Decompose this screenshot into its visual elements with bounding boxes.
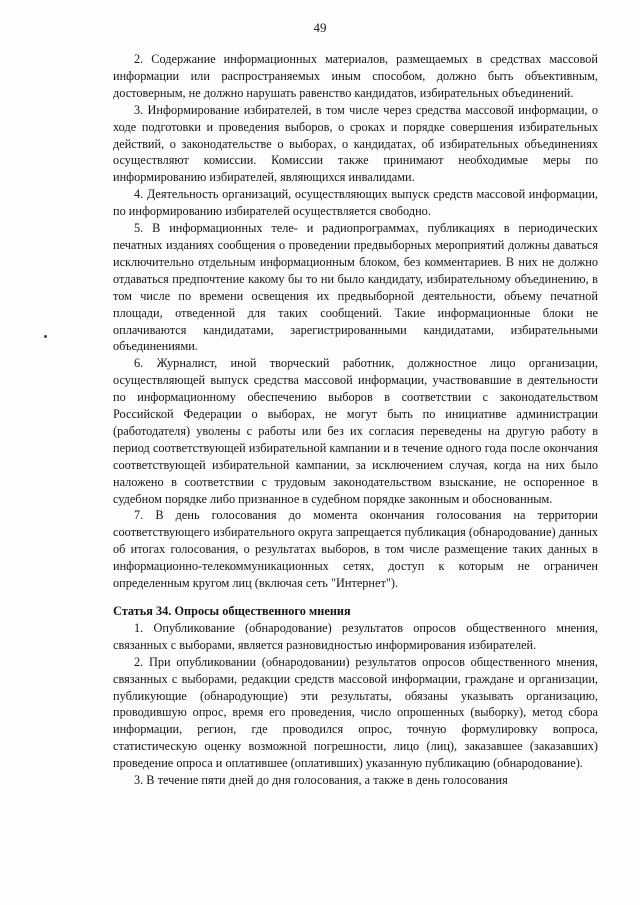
article-heading: Статья 34. Опросы общественного мнения xyxy=(113,604,351,618)
paragraph-6: 6. Журналист, иной творческий работник, должностное лицо организации, осуществляющей выпуск средства массовой информации, участвовавшие в деятельности по информационному обеспечению выборов в соответствии с законодательством Российской Федерации о выборах, не могут быть по инициативе администрации (работодателя) уволены с работы или без их согласия переведены на другую работу в период соответствующей избирательной кампании и в течение одного года после окончания соответствующей избирательной кампании, за исключением случая, когда на них было наложено в соответствии с трудовым законодательством взыскание, не оспоренное в судебном порядке либо признанное в судебном порядке законным и обоснованным. xyxy=(113,356,598,506)
article-34-paragraph-3: 3. В течение пяти дней до дня голосования, а также в день голосования xyxy=(134,773,508,788)
article-34-paragraph-1: 1. Опубликование (обнародование) результатов опросов общественного мнения, связанных с выборами, является разновидностью информирования избирателей. xyxy=(113,620,598,652)
page-number: 49 xyxy=(313,20,327,35)
article-34-paragraph-2: 2. При опубликовании (обнародовании) результатов опросов общественного мнения, связанных с выборами, редакции средств массовой информации, граждане и организации, публикующие (обнародующие) эти результаты, обязаны указывать организацию, проводившую опрос, время его проведения, число опрошенных (выборку), метод сбора информации, регион, где проводился опрос, точную формулировку вопроса, статистическую оценку возможной погрешности, лицо (лиц), заказавшее (заказавших) проведение опроса и оплатившее (оплативших) указанную публикацию (обнародование). xyxy=(113,654,598,771)
paragraph-5: 5. В информационных теле- и радиопрограммах, публикациях в периодических печатных изданиях сообщения о проведении предвыборных мероприятий должны даваться исключительно отдельным информационным блоком, без комментариев. В них не должно отдаваться предпочтение какому бы то ни было кандидату, избирательному объединению, в том числе по времени освещения их предвыборной деятельности, объему печатной площади, отведенной для таких сообщений. Такие информационные блоки не оплачиваются кандидатами, зарегистрированными кандидатами, избирательными объединениями. xyxy=(113,221,598,354)
paragraph-3: 3. Информирование избирателей, в том числе через средства массовой информации, о ходе подготовки и проведения выборов, о сроках и порядке совершения избирательных действий, о законодательстве о выборах, о кандидатах, об избирательных объединениях осуществляют комиссии. Комиссии также принимают необходимые меры по информированию избирателей, являющихся инвалидами. xyxy=(113,102,598,185)
paragraph-7: 7. В день голосования до момента окончания голосования на территории соответствующего избирательного округа запрещается публикация (обнародование) данных об итогах голосования, о результатах выборов, в том числе размещение таких данных в информационно-телекоммуникационных сетях, доступ к которым не ограничен определенным кругом лиц (включая сеть "Интернет"). xyxy=(113,508,598,591)
document-body xyxy=(113,51,598,789)
paragraph-2: 2. Содержание информационных материалов, размещаемых в средствах массовой информации или распространяемых иным способом, должно быть объективным, достоверным, не должно нарушать равенство кандидатов, избирательных объединений. xyxy=(113,52,598,100)
margin-mark xyxy=(44,335,47,338)
paragraph-4: 4. Деятельность организаций, осуществляющих выпуск средств массовой информации, по информированию избирателей осуществляется свободно. xyxy=(113,187,598,219)
